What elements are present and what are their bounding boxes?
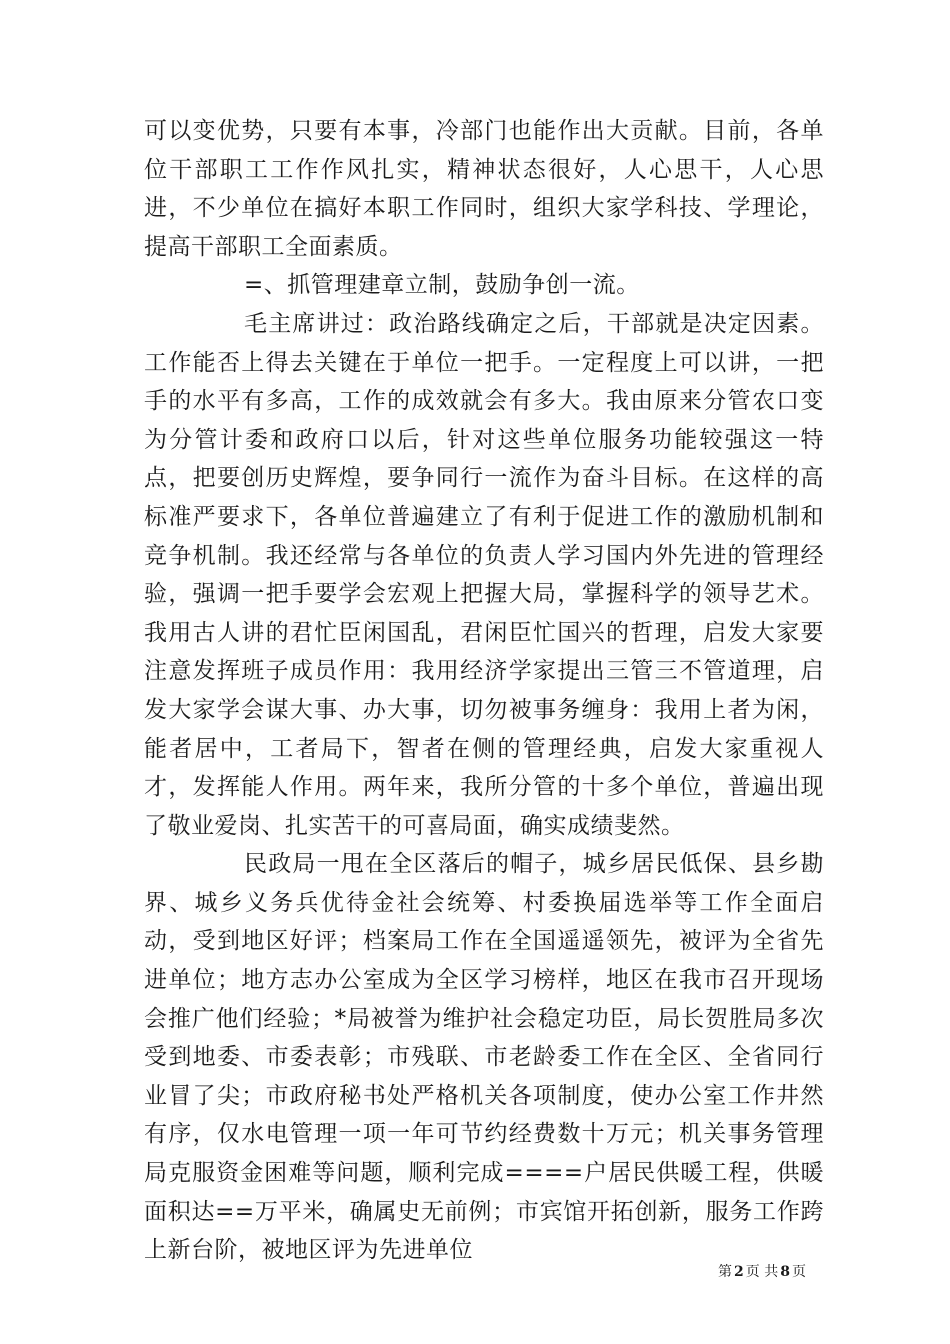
section-heading: =、抓管理建章立制，鼓励争创一流。	[244, 272, 640, 299]
paragraph-continuation: 可以变优势，只要有本事，冷部门也能作出大贡献。目前，各单位干部职工工作作风扎实，精神状态很好，人心思干，人心思进，不少单位在搞好本职工作同时，组织大家学科技、学理论，提高干部职工全面素质。	[144, 118, 824, 260]
footer-current-page: 2	[734, 1264, 744, 1280]
document-body	[144, 112, 824, 1270]
paragraph-achievements: 民政局一甩在全区落后的帽子，城乡居民低保、县乡勘界、城乡义务兵优待金社会统筹、村委换届选举等工作全面启动，受到地区好评；档案局工作在全国遥遥领先，被评为全省先进单位；地方志办公室成为全区学习榜样，地区在我市召开现场会推广他们经验；*局被誉为维护社会稳定功臣，局长贺胜局多次受到地委、市委表彰；市残联、市老龄委工作在全区、全省同行业冒了尖；市政府秘书处严格机关各项制度，使办公室工作井然有序，仅水电管理一项一年可节约经费数十万元；机关事务管理局克服资金困难等问题，顺利完成====户居民供暖工程，供暖面积达==万平米，确属史无前例；市宾馆开拓创新，服务工作跨上新台阶，被地区评为先进单位	[144, 851, 824, 1264]
footer-suffix: 页	[791, 1264, 806, 1280]
footer-total-pages: 8	[780, 1264, 790, 1280]
footer-middle: 页 共	[745, 1264, 779, 1280]
footer-prefix: 第	[718, 1264, 732, 1280]
paragraph-management: 毛主席讲过：政治路线确定之后，干部就是决定因素。工作能否上得去关键在于单位一把手。一定程度上可以讲，一把手的水平有多高，工作的成效就会有多大。我由原来分管农口变为分管计委和政府口以后，针对这些单位服务功能较强这一特点，把要创历史辉煌，要争同行一流作为奋斗目标。在这样的高标准严要求下，各单位普遍建立了有利于促进工作的激励机制和竞争机制。我还经常与各单位的负责人学习国内外先进的管理经验，强调一把手要学会宏观上把握大局，掌握科学的领导艺术。我用古人讲的君忙臣闲国乱，君闲臣忙国兴的哲理，启发大家要注意发挥班子成员作用：我用经济学家提出三管三不管道理，启发大家学会谋大事、办大事，切勿被事务缠身：我用上者为闲，能者居中，工者局下，智者在侧的管理经典，启发大家重视人才，发挥能人作用。两年来，我所分管的十多个单位，普遍出现了敬业爱岗、扎实苦干的可喜局面，确实成绩斐然。	[144, 310, 824, 839]
page-footer	[718, 1261, 806, 1281]
